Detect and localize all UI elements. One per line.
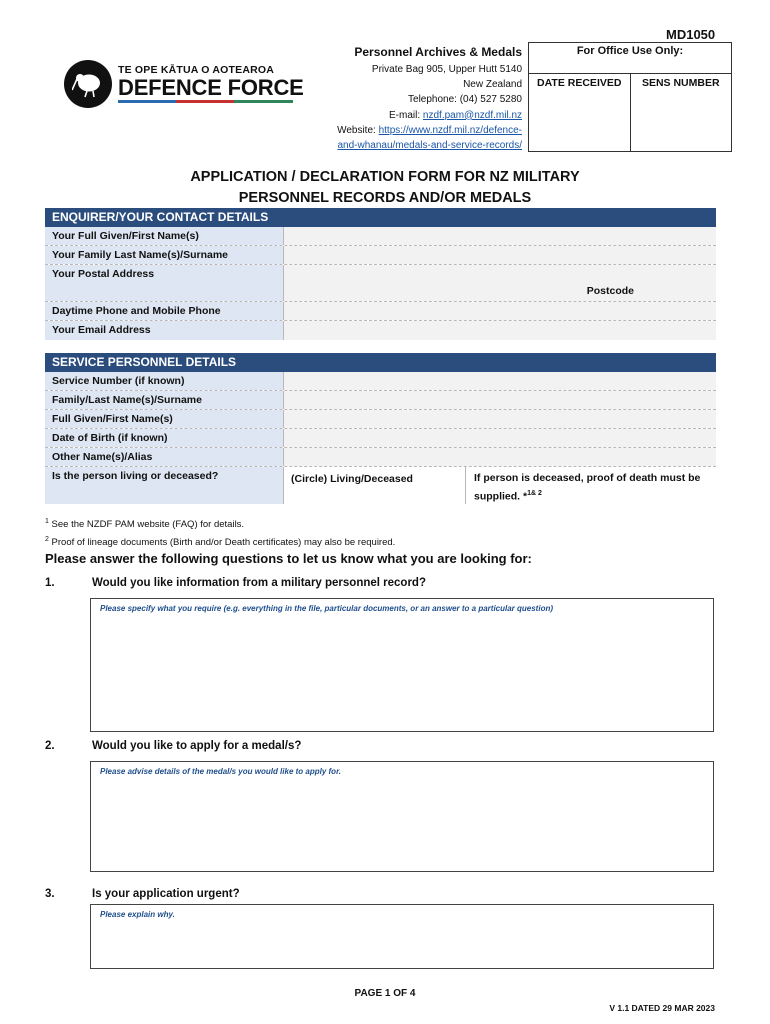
table-row bbox=[45, 302, 716, 321]
service-dob-field[interactable] bbox=[284, 429, 716, 447]
date-received-cell: DATE RECEIVED bbox=[537, 77, 622, 89]
website-line bbox=[337, 123, 522, 138]
telephone: Telephone: (04) 527 5280 bbox=[408, 94, 522, 106]
question-3-text: Is your application urgent? bbox=[92, 888, 240, 900]
contact-address-block bbox=[337, 44, 522, 153]
table-row bbox=[45, 467, 716, 504]
question-2-hint: Please advise details of the medal/s you would like to apply for. bbox=[100, 767, 341, 776]
footnote-1 bbox=[45, 514, 395, 532]
deceased-note bbox=[466, 467, 716, 504]
question-2-text: Would you like to apply for a medal/s? bbox=[92, 740, 302, 752]
address-line-1: Private Bag 905, Upper Hutt 5140 bbox=[371, 64, 522, 75]
service-heading: SERVICE PERSONNEL DETAILS bbox=[45, 353, 716, 372]
field-label: Your Family Last Name(s)/Surname bbox=[45, 246, 284, 264]
table-row bbox=[45, 448, 716, 467]
service-surname-field[interactable] bbox=[284, 391, 716, 409]
field-label: Full Given/First Name(s) bbox=[45, 410, 284, 428]
enquirer-surname-field[interactable] bbox=[284, 246, 716, 264]
enquirer-email-field[interactable] bbox=[284, 321, 716, 340]
field-label: Daytime Phone and Mobile Phone bbox=[45, 302, 284, 320]
sens-number-cell: SENS NUMBER bbox=[630, 74, 732, 151]
questions-intro: Please answer the following questions to let us know what you are looking for: bbox=[45, 551, 532, 566]
kiwi-icon bbox=[72, 70, 104, 98]
table-row bbox=[45, 227, 716, 246]
footnote-2-mark: 2 bbox=[45, 536, 49, 544]
deceased-note-ref: 1& 2 bbox=[527, 490, 542, 497]
field-label: Other Name(s)/Alias bbox=[45, 448, 284, 466]
enquirer-section bbox=[45, 208, 716, 340]
form-title-line-2: PERSONNEL RECORDS AND/OR MEDALS bbox=[238, 190, 532, 206]
office-use-row bbox=[529, 73, 731, 151]
page-number: PAGE 1 OF 4 bbox=[354, 988, 416, 999]
website-label: Website: bbox=[337, 124, 376, 136]
field-label: Is the person living or deceased? bbox=[45, 467, 284, 504]
field-label: Date of Birth (if known) bbox=[45, 429, 284, 447]
table-row bbox=[45, 410, 716, 429]
enquirer-heading: ENQUIRER/YOUR CONTACT DETAILS bbox=[45, 208, 716, 227]
nzdf-logo bbox=[64, 60, 304, 108]
living-deceased-cell bbox=[284, 467, 716, 504]
table-row bbox=[45, 391, 716, 410]
form-title bbox=[0, 167, 770, 209]
postcode-label: Postcode bbox=[586, 285, 634, 297]
logo-maori-name: TE OPE KĀTUA O AOTEAROA bbox=[118, 64, 275, 76]
question-1-number: 1. bbox=[45, 577, 55, 589]
field-label: Service Number (if known) bbox=[45, 372, 284, 390]
address-line-2: New Zealand bbox=[463, 79, 522, 91]
service-given-name-field[interactable] bbox=[284, 410, 716, 428]
email-link[interactable]: nzdf.pam@nzdf.mil.nz bbox=[422, 109, 522, 121]
footnotes bbox=[45, 514, 395, 550]
deceased-note-text: If person is deceased, proof of death must be supplied. * bbox=[474, 472, 701, 503]
enquirer-phone-field[interactable] bbox=[284, 302, 716, 320]
office-use-title: For Office Use Only: bbox=[576, 45, 684, 57]
table-row bbox=[45, 372, 716, 391]
footnote-1-text: See the NZDF PAM website (FAQ) for details. bbox=[51, 519, 245, 531]
field-label: Your Full Given/First Name(s) bbox=[45, 227, 284, 245]
question-3-number: 3. bbox=[45, 888, 55, 900]
version-date: V 1.1 DATED 29 MAR 2023 bbox=[609, 1003, 715, 1013]
form-title-line-1: APPLICATION / DECLARATION FORM FOR NZ MILITARY bbox=[190, 169, 580, 185]
enquirer-first-name-field[interactable] bbox=[284, 227, 716, 245]
footnote-2-text: Proof of lineage documents (Birth and/or Death certificates) may also be required. bbox=[51, 537, 396, 549]
logo-color-rule bbox=[118, 100, 293, 103]
living-deceased-choice[interactable]: (Circle) Living/Deceased bbox=[284, 467, 466, 504]
website-link-cont[interactable]: and-whanau/medals-and-service-records/ bbox=[337, 140, 522, 152]
question-3-hint: Please explain why. bbox=[100, 910, 175, 919]
email-line bbox=[337, 108, 522, 123]
org-name: Personnel Archives & Medals bbox=[354, 45, 522, 59]
service-alias-field[interactable] bbox=[284, 448, 716, 466]
footnote-2 bbox=[45, 532, 395, 550]
table-row bbox=[45, 321, 716, 340]
question-2-number: 2. bbox=[45, 740, 55, 752]
enquirer-postal-field[interactable] bbox=[284, 265, 716, 301]
field-label: Family/Last Name(s)/Surname bbox=[45, 391, 284, 409]
question-3-answer-box[interactable] bbox=[90, 904, 714, 969]
footnote-1-mark: 1 bbox=[45, 518, 49, 525]
office-use-box bbox=[528, 42, 732, 152]
table-row bbox=[45, 246, 716, 265]
logo-english-name: DEFENCE FORCE bbox=[118, 75, 304, 100]
question-1-text: Would you like information from a military personnel record? bbox=[92, 577, 426, 589]
table-row bbox=[45, 429, 716, 448]
question-1-hint: Please specify what you require (e.g. everything in the file, particular documents, or an answer to a particular question) bbox=[100, 604, 554, 613]
email-label: E-mail: bbox=[389, 109, 421, 121]
service-number-field[interactable] bbox=[284, 372, 716, 390]
website-line-2 bbox=[337, 138, 522, 153]
website-link[interactable]: https://www.nzdf.mil.nz/defence- bbox=[378, 124, 522, 136]
question-2-answer-box[interactable] bbox=[90, 761, 714, 872]
service-section bbox=[45, 353, 716, 504]
field-label: Your Postal Address bbox=[45, 265, 284, 301]
table-row bbox=[45, 265, 716, 302]
form-code: MD1050 bbox=[666, 27, 716, 42]
question-1-answer-box[interactable] bbox=[90, 598, 714, 732]
field-label: Your Email Address bbox=[45, 321, 284, 340]
